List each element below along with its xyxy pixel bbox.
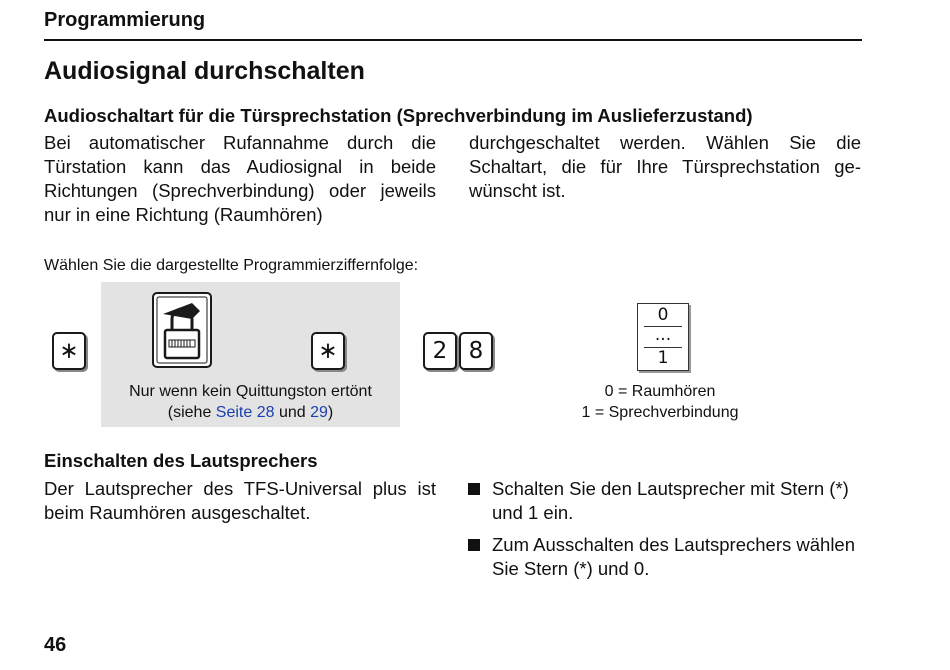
- header-divider: [44, 39, 862, 41]
- section-body: Der Lautsprecher des TFS-Universal plus ist beim Raumhören ausgeschaltet.: [44, 478, 436, 523]
- caption-mid: und: [274, 404, 311, 421]
- padlock-programming-icon: [152, 292, 212, 368]
- page-28-link[interactable]: Seite 28: [215, 404, 275, 421]
- bullet-item-2: [468, 533, 862, 581]
- caption-post: ): [327, 404, 334, 421]
- bullet-item-1: [468, 477, 862, 525]
- intro-right-column: durchgeschaltet werden. Wählen Sie die Schaltart, die für Ihre Türsprechstation gewünscht ist.: [469, 132, 861, 201]
- option-1: 1 = Sprechverbindung: [581, 404, 739, 421]
- selector-top-digit: 0: [657, 305, 669, 325]
- caption-pre: (siehe: [167, 404, 216, 421]
- subheading: Audioschaltart für die Türsprechstation (Sprechverbindung im Auslieferzustand): [44, 105, 753, 126]
- panel-caption: [101, 381, 400, 423]
- square-bullet-icon: [468, 539, 480, 551]
- panel-caption-line2: [101, 402, 400, 423]
- star-key-1: ∗: [52, 332, 86, 370]
- header-section-title: Programmierung: [44, 9, 206, 31]
- selector-bottom-digit: 1: [657, 348, 669, 368]
- digit-key-8: 8: [459, 332, 493, 370]
- page-29-link[interactable]: 29: [310, 404, 328, 421]
- instruction-text: Wählen Sie die dargestellte Programmierziffernfolge:: [44, 257, 419, 274]
- section-heading: Einschalten des Lautsprechers: [44, 450, 318, 471]
- options-caption: [560, 381, 760, 423]
- digit-key-2: 2: [423, 332, 457, 370]
- square-bullet-icon: [468, 483, 480, 495]
- panel-caption-line1: Nur wenn kein Quittungston ertönt: [129, 383, 372, 400]
- star-key-2: ∗: [311, 332, 345, 370]
- option-0: 0 = Raumhören: [604, 383, 716, 400]
- digit-selector-box: [637, 303, 689, 371]
- page-title: Audiosignal durchschalten: [44, 57, 365, 85]
- intro-left-column: Bei automatischer Rufannahme durch die Türstation kann das Audiosignal in beide Richtungen (Sprechverbindung) oder jeweils nur in eine Richtung (Raumhören): [44, 132, 436, 225]
- page-number: 46: [44, 634, 67, 656]
- selector-dots: ...: [654, 325, 672, 345]
- bullet-text-2: Zum Ausschalten des Lautsprechers wählen Sie Stern (*) und 0.: [492, 534, 856, 579]
- bullet-text-1: Schalten Sie den Lautsprecher mit Stern (*) und 1 ein.: [492, 478, 849, 523]
